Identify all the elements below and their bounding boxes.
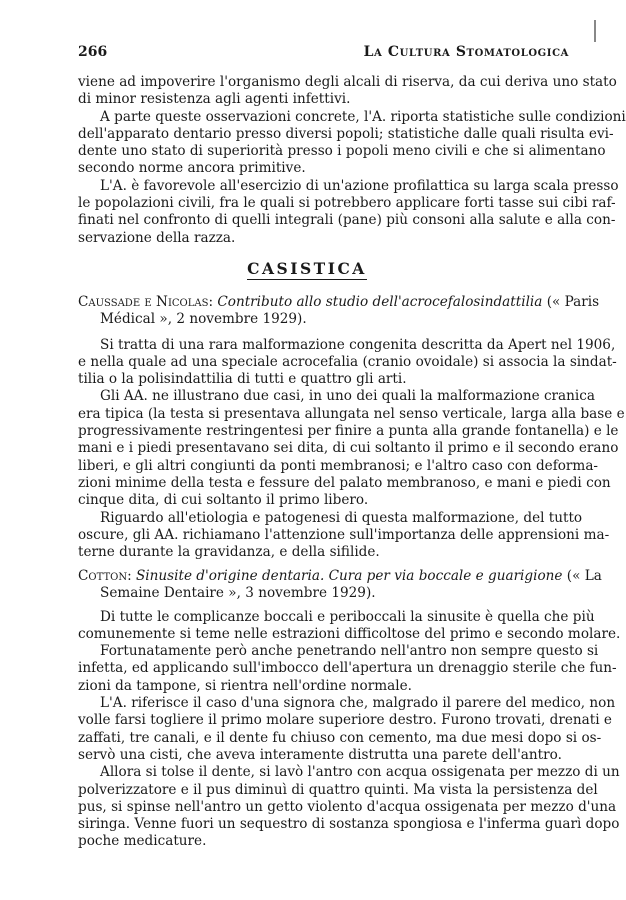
text-line: zioni minime della testa e fessure del palato membranoso, e mani e piedi con [78, 474, 611, 491]
text-line: Fortunatamente però anche penetrando nell'antro non sempre questo si [100, 643, 599, 660]
page-edge-mark [594, 20, 596, 42]
text-line: cinque dita, di cui soltanto il primo libero. [78, 492, 369, 509]
article-citation-line [78, 294, 600, 311]
journal-title: La Cultura Stomatologica [363, 44, 569, 60]
page-number: 266 [78, 44, 108, 60]
text-line: Di tutte le complicanze boccali e periboccali la sinusite è quella che più [100, 608, 595, 625]
text-line: infetta, ed applicando sull'imbocco dell'apertura un drenaggio sterile che fun- [78, 660, 617, 677]
text-line: poche medicature. [78, 833, 207, 850]
text-line: oscure, gli AA. richiamano l'attenzione sull'importanza delle apprensioni ma- [78, 526, 610, 543]
section-title: CASISTICA [247, 259, 367, 278]
text-line: L'A. riferisce il caso d'una signora che, malgrado il parere del medico, non [100, 695, 616, 712]
text-line: A parte queste osservazioni concrete, l'A. riporta statistiche sulle condizioni [100, 108, 626, 125]
text-line: L'A. è favorevole all'esercizio di un'azione profilattica su larga scala presso [100, 177, 619, 194]
text-line: volle farsi togliere il primo molare superiore destro. Furono trovati, drenati e [78, 712, 612, 729]
text-line: era tipica (la testa si presentava allungata nel senso verticale, larga alla base e [78, 405, 625, 422]
section-heading [0, 259, 614, 278]
article-source-continued: Semaine Dentaire », 3 novembre 1929). [100, 585, 376, 602]
text-line: polverizzatore e il pus diminuì di quattro quinti. Ma vista la persistenza del [78, 781, 598, 798]
text-line: progressivamente restringentesi per finire a punta alla grande fontanella) e le [78, 423, 619, 440]
article-source: (« La [566, 568, 602, 584]
text-line: tilia o la polisindattilia di tutti e quattro gli arti. [78, 371, 407, 388]
text-line: zioni da tampone, si rientra nell'ordine normale. [78, 677, 412, 694]
text-line: Si tratta di una rara malformazione congenita descritta da Apert nel 1906, [100, 336, 616, 353]
text-line: secondo norme ancora primitive. [78, 160, 306, 177]
article-cotton [78, 568, 621, 851]
text-line: pus, si spinse nell'antro un getto violento d'acqua ossigenata per mezzo d'una [78, 798, 617, 815]
article-title: Contributo allo studio dell'acrocefalosindattilia [217, 294, 543, 310]
text-line: le popolazioni civili, fra le quali si potrebbero applicare forti tasse sui cibi raf- [78, 195, 616, 212]
text-line: finati nel confronto di quelli integrali (pane) più consoni alla salute e alla con- [78, 212, 616, 229]
text-line: dente uno stato di superiorità presso i popoli meno civili e che si alimentano [78, 143, 606, 160]
text-line: di minor resistenza agli agenti infettivi. [78, 91, 351, 108]
article-authors: Cotton: [78, 568, 132, 584]
article-citation-line [78, 568, 602, 585]
article-authors: Caussade e Nicolas: [78, 294, 214, 310]
text-line: liberi, e gli altri congiunti da ponti membranosi; e l'altro caso con deforma- [78, 457, 599, 474]
text-line: servò una cisti, che aveva interamente distrutta una parete dell'antro. [78, 746, 562, 763]
intro-paragraphs [78, 74, 626, 247]
text-line: e nella quale ad una speciale acrocefalia (cranio ovoidale) si associa la sindat- [78, 353, 617, 370]
text-line: siringa. Venne fuori un sequestro di sostanza spongiosa e l'inferma guarì dopo [78, 816, 620, 833]
article-source: (« Paris [546, 294, 600, 310]
text-line: servazione della razza. [78, 229, 236, 246]
text-line: Allora si tolse il dente, si lavò l'antro con acqua ossigenata per mezzo di un [100, 764, 620, 781]
text-line: Gli AA. ne illustrano due casi, in uno dei quali la malformazione cranica [100, 388, 595, 405]
text-line: zaffati, tre canali, e il dente fu chiuso con cemento, ma due mesi dopo si os- [78, 729, 602, 746]
article-source-continued: Médical », 2 novembre 1929). [100, 311, 307, 328]
text-line: terne durante la gravidanza, e della sifilide. [78, 544, 380, 561]
article-title: Sinusite d'origine dentaria. Cura per via boccale e guarigione [135, 568, 563, 584]
text-line: Riguardo all'etiologia e patogenesi di questa malformazione, del tutto [100, 509, 583, 526]
text-line: dell'apparato dentario presso diversi popoli; statistiche dalle quali risulta evi- [78, 125, 614, 142]
text-line: viene ad impoverire l'organismo degli alcali di riserva, da cui deriva uno stato [78, 74, 617, 90]
text-line: comunemente si teme nelle estrazioni difficoltose del primo e secondo molare. [78, 625, 621, 642]
running-header [78, 44, 569, 64]
text-line: mani e i piedi presentavano sei dita, di cui soltanto il primo e il secondo erano [78, 440, 619, 457]
article-caussade-nicolas [78, 294, 625, 561]
